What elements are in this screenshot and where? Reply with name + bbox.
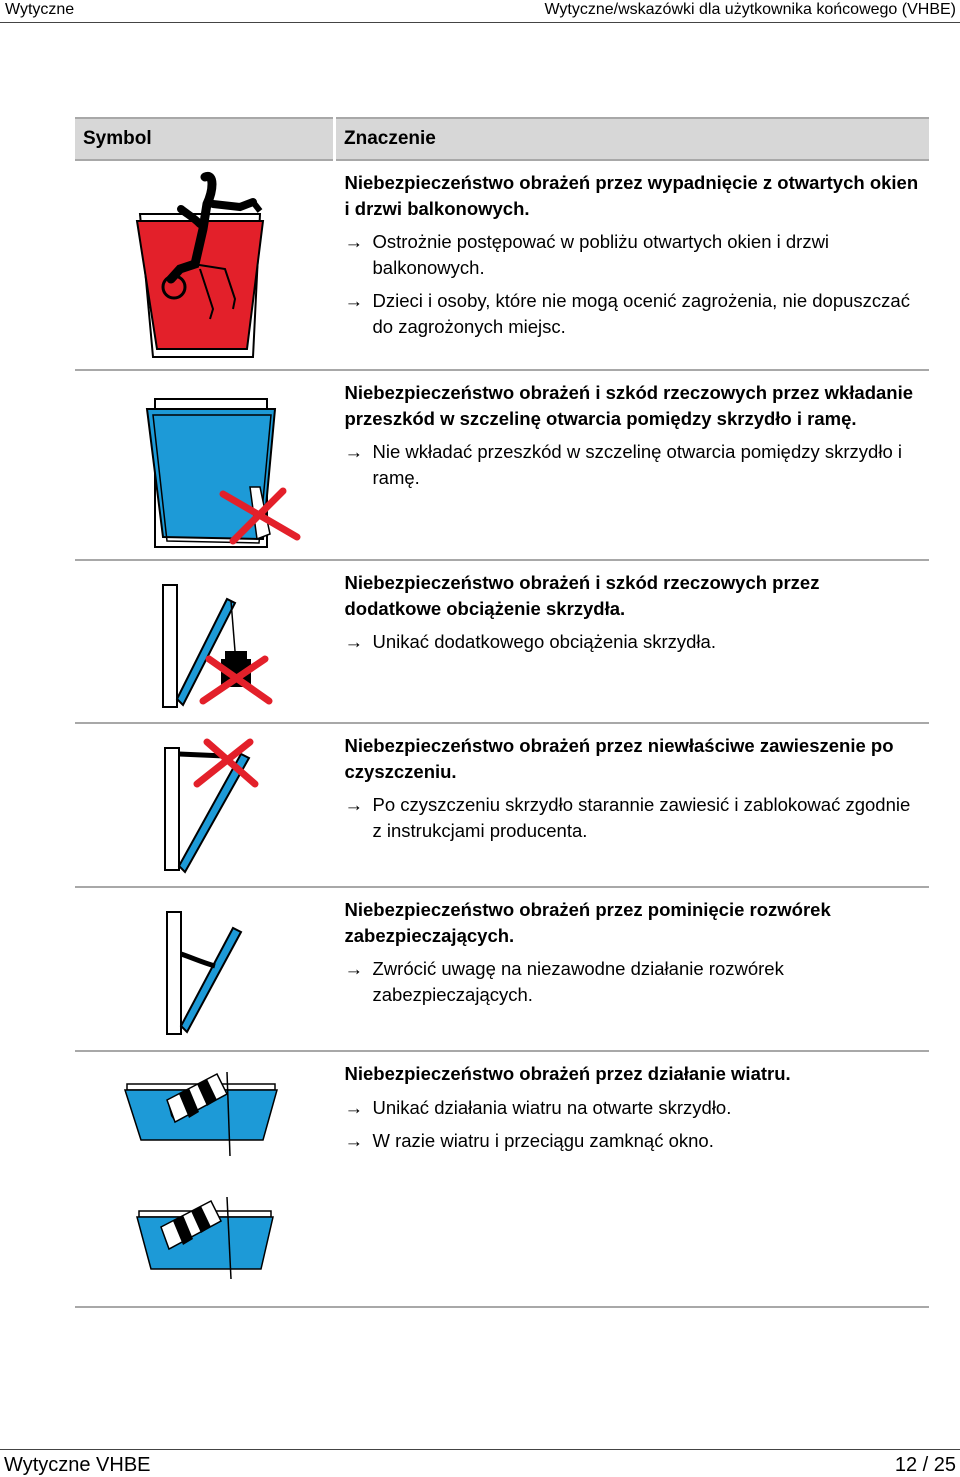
meaning-cell bbox=[335, 160, 930, 370]
hazard-title: Niebezpieczeństwo obrażeń przez wypadnięcie z otwartych okien i drzwi balkonowych. bbox=[344, 172, 919, 219]
table-row bbox=[75, 370, 929, 560]
symbol-cell bbox=[75, 887, 335, 1051]
arrow-right-icon: → bbox=[344, 794, 363, 815]
symbol-cell bbox=[75, 723, 335, 887]
arrow-right-icon: → bbox=[344, 290, 363, 311]
instruction-item: → Unikać dodatkowego obciążenia skrzydła. bbox=[345, 629, 922, 655]
symbol-cell bbox=[75, 1051, 335, 1307]
meaning-cell bbox=[335, 723, 930, 887]
hazard-title: Niebezpieczeństwo obrażeń i szkód rzeczowych przez wkładanie przeszkód w szczelinę otwarcia pomiędzy skrzydło i ramę. bbox=[344, 382, 914, 429]
arrow-right-icon: → bbox=[344, 631, 363, 652]
table-row bbox=[75, 723, 929, 887]
table-header-row bbox=[75, 118, 929, 160]
page-footer bbox=[0, 1449, 960, 1477]
safety-stay-icon bbox=[75, 900, 333, 1050]
obstacle-in-gap-icon bbox=[75, 379, 333, 559]
additional-load-icon bbox=[75, 571, 333, 721]
meaning-cell bbox=[335, 370, 930, 560]
symbol-table bbox=[75, 117, 929, 1308]
column-header-meaning: Znaczenie bbox=[335, 118, 930, 160]
column-header-symbol: Symbol bbox=[75, 118, 335, 160]
hazard-title: Niebezpieczeństwo obrażeń przez pominięcie rozwórek zabezpieczających. bbox=[344, 899, 831, 946]
table-row bbox=[75, 1051, 929, 1307]
arrow-right-icon: → bbox=[344, 958, 363, 979]
arrow-right-icon: → bbox=[344, 441, 363, 462]
table-row bbox=[75, 887, 929, 1051]
improper-hanging-icon bbox=[75, 734, 333, 884]
instruction-item: → Po czyszczeniu skrzydło starannie zawiesić i zablokować zgodnie z instrukcjami producenta. bbox=[344, 794, 911, 841]
meaning-cell bbox=[335, 1051, 930, 1307]
fall-from-window-icon bbox=[75, 169, 333, 369]
instruction-item: → Ostrożnie postępować w pobliżu otwartych okien i drzwi balkonowych. bbox=[344, 231, 830, 278]
meaning-cell bbox=[335, 887, 930, 1051]
instruction-item: → Zwrócić uwagę na niezawodne działanie rozwórek zabezpieczających. bbox=[344, 958, 784, 1005]
page-number: 12 / 25 bbox=[894, 1454, 956, 1476]
instruction-item: → Nie wkładać przeszkód w szczelinę otwarcia pomiędzy skrzydło i ramę. bbox=[344, 441, 902, 488]
arrow-right-icon: → bbox=[344, 1096, 363, 1118]
symbol-cell bbox=[75, 160, 335, 370]
arrow-right-icon: → bbox=[344, 231, 363, 252]
table-row bbox=[75, 160, 929, 370]
hazard-title: Niebezpieczeństwo obrażeń przez działanie wiatru. bbox=[344, 1063, 791, 1084]
instruction-item: → Dzieci i osoby, które nie mogą ocenić zagrożenia, nie dopuszczać do zagrożonych miejsc. bbox=[344, 290, 910, 337]
symbol-cell bbox=[75, 560, 335, 723]
footer-left: Wytyczne VHBE bbox=[4, 1454, 151, 1476]
page-header bbox=[0, 0, 960, 23]
meaning-cell bbox=[335, 560, 930, 723]
header-right: Wytyczne/wskazówki dla użytkownika końcowego (VHBE) bbox=[544, 1, 956, 18]
instruction-item: → W razie wiatru i przeciągu zamknąć okno. bbox=[345, 1128, 922, 1154]
instruction-item: → Unikać działania wiatru na otwarte skrzydło. bbox=[345, 1095, 922, 1121]
arrow-right-icon: → bbox=[344, 1130, 363, 1151]
hazard-title: Niebezpieczeństwo obrażeń przez niewłaściwe zawieszenie po czyszczeniu. bbox=[344, 735, 894, 782]
symbol-cell bbox=[75, 370, 335, 560]
wind-windsock-icon bbox=[75, 1056, 333, 1306]
header-left: Wytyczne bbox=[5, 1, 75, 18]
table-row bbox=[75, 560, 929, 723]
hazard-title: Niebezpieczeństwo obrażeń i szkód rzeczowych przez dodatkowe obciążenie skrzydła. bbox=[344, 572, 820, 619]
